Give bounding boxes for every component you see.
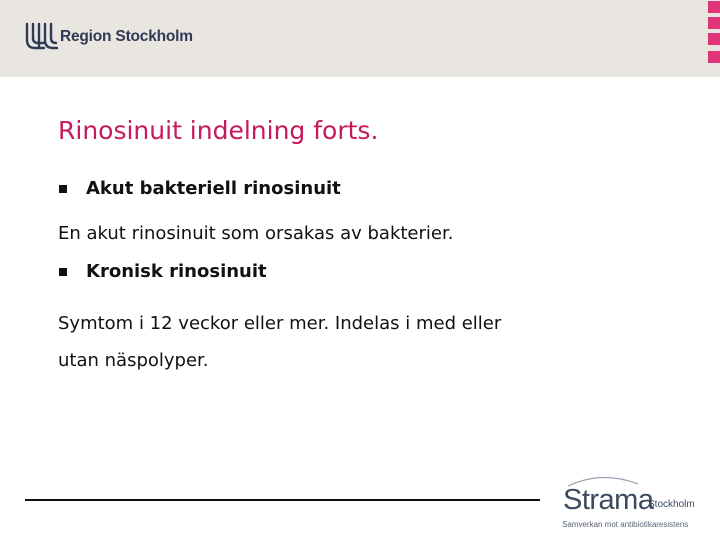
square-bullet-icon (59, 185, 67, 193)
bullet-body-1: En akut rinosinuit som orsakas av bakterier. (58, 223, 454, 244)
region-stockholm-logo (24, 22, 193, 52)
accent-square (708, 33, 720, 45)
accent-square (708, 1, 720, 13)
region-stockholm-mark-icon (24, 22, 58, 52)
slide-header (0, 0, 720, 77)
logo-text: Region Stockholm (60, 28, 193, 45)
body-line: utan näspolyper. (58, 350, 209, 371)
strama-logo (562, 474, 712, 534)
accent-square (708, 17, 720, 29)
slide-title: Rinosinuit indelning forts. (58, 116, 379, 145)
bullet-body-2 (58, 305, 501, 379)
strama-tagline: Samverkan mot antibiotikaresistens (562, 520, 689, 529)
bullet-heading-2 (58, 261, 267, 282)
footer-rule (25, 499, 540, 501)
bullet-heading-text: Kronisk rinosinuit (86, 261, 267, 282)
accent-square (708, 51, 720, 63)
strama-city: Stockholm (648, 499, 695, 510)
bullet-heading-text: Akut bakteriell rinosinuit (86, 178, 341, 199)
body-line: Symtom i 12 veckor eller mer. Indelas i med eller (58, 313, 502, 334)
strama-brand: Strama (563, 484, 654, 516)
bullet-heading-1 (58, 178, 341, 199)
square-bullet-icon (59, 268, 67, 276)
